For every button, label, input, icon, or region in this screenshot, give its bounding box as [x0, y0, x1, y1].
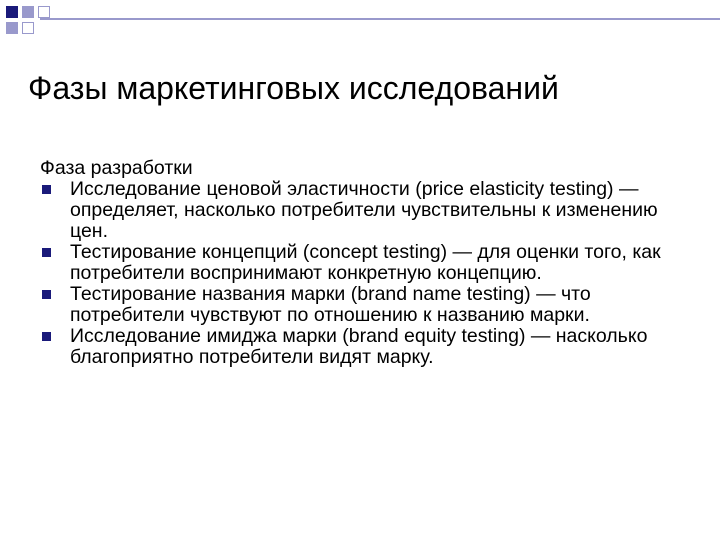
- bullet-item: [40, 242, 680, 284]
- bullet-list: [40, 179, 680, 368]
- square-bullet-icon: [42, 185, 51, 194]
- bullet-item: [40, 179, 680, 242]
- decor-square: [38, 6, 50, 18]
- decor-square: [6, 22, 18, 34]
- bullet-text: Исследование ценовой эластичности (price elasticity testing) — определяет, насколько потребители чувствительны к изменению цен.: [70, 178, 658, 242]
- bullet-item: [40, 284, 680, 326]
- bullet-item: [40, 326, 680, 368]
- bullet-text: Исследование имиджа марки (brand equity testing) — насколько благоприятно потребители видят марку.: [70, 325, 648, 368]
- section-label: Фаза разработки: [40, 157, 193, 179]
- bullet-text: Тестирование концепций (concept testing) — для оценки того, как потребители воспринимают конкретную концепцию.: [70, 241, 661, 284]
- slide-body: [40, 158, 680, 368]
- decor-square: [22, 22, 34, 34]
- slide-decoration: [0, 0, 720, 40]
- bullet-text: Тестирование названия марки (brand name testing) — что потребители чувствуют по отношению к названию марки.: [70, 283, 591, 326]
- square-bullet-icon: [42, 332, 51, 341]
- square-bullet-icon: [42, 290, 51, 299]
- decor-square: [6, 6, 18, 18]
- decor-square: [22, 6, 34, 18]
- decor-line: [40, 18, 720, 20]
- slide-title: Фазы маркетинговых исследований: [28, 70, 559, 106]
- square-bullet-icon: [42, 248, 51, 257]
